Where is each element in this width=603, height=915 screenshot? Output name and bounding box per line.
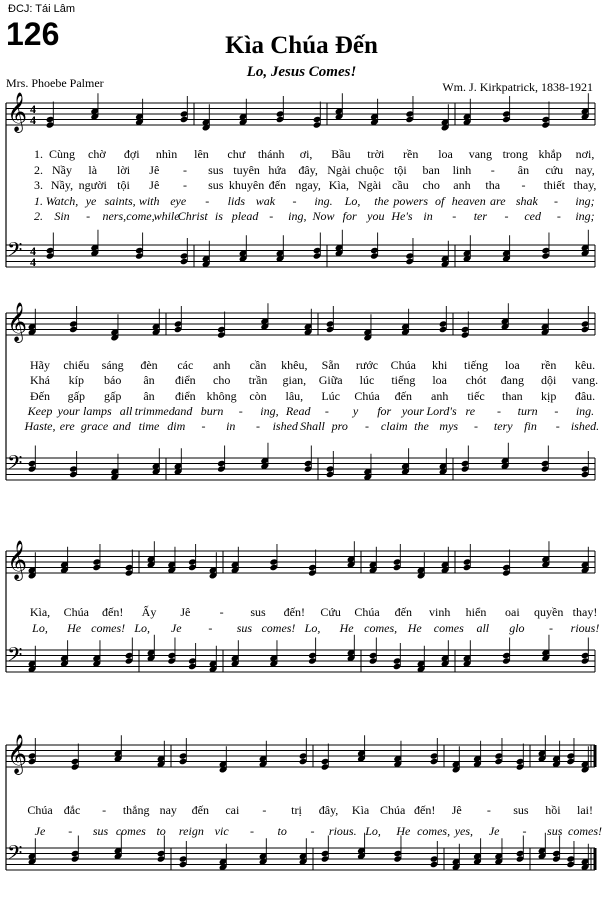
lyric-syllable: thắng [122, 803, 150, 817]
lyric-syllable: for [377, 403, 392, 418]
lyric-syllable: Je [34, 824, 46, 838]
lyric-syllable: gian, [282, 373, 307, 388]
lyric-syllable: Hãy [30, 358, 50, 372]
lyric-syllable: hiển [465, 605, 487, 619]
lyric-syllable: eye [170, 193, 187, 208]
lyric-syllable: đợi [123, 147, 140, 161]
lyric-syllable: wak [255, 193, 276, 208]
lyric-syllable: - [102, 803, 107, 817]
lyric-syllable: thánh [257, 147, 285, 161]
lyric-syllable: vang. [571, 373, 599, 388]
lyric-syllable: chiếu [63, 358, 90, 372]
lyric-syllable: Keep [27, 403, 53, 418]
lyric-syllable: He [339, 621, 354, 635]
system-bracket [0, 313, 603, 488]
lyric-syllable: Khá [30, 373, 50, 388]
lyric-syllable: ân [517, 162, 530, 177]
lyric-syllable: - [486, 803, 491, 817]
time-signature: 4 [30, 255, 36, 269]
lyric-syllable: - [555, 419, 560, 434]
lyric-syllable: chót [465, 373, 487, 388]
lyric-syllable: tiếc [467, 388, 485, 403]
lyric-syllable: thay, [573, 178, 597, 192]
lyric-syllable: yes, [454, 824, 474, 838]
lyric-syllable: with [138, 193, 160, 208]
lyric-syllable: trị [291, 803, 302, 817]
lyric-syllable: vinh [428, 605, 451, 619]
lyric-syllable: Lúc [321, 388, 340, 403]
lyric-syllable: đến [394, 605, 412, 619]
lyric-syllable: khi [431, 358, 448, 372]
lyric-syllable: plead [231, 209, 259, 223]
lyric-syllable: is [214, 209, 223, 223]
hymn-subtitle: Lo, Jesus Comes! [246, 64, 357, 80]
lyric-syllable: y [352, 403, 359, 418]
treble-clef-icon: 𝄞 [7, 92, 28, 132]
lyric-syllable: comes! [568, 824, 602, 838]
lyric-syllable: ing, [288, 209, 307, 223]
lyric-syllable: - [504, 209, 509, 223]
lyric-syllable: Lo, [344, 193, 361, 208]
lyric-syllable: Haste, [24, 419, 56, 434]
time-signature: 4 [30, 102, 36, 116]
lyric-syllable: điển [174, 388, 196, 403]
lyric-syllable: in [226, 419, 236, 434]
verse-number: 3. [34, 178, 43, 192]
lyric-syllable: sus [250, 605, 266, 619]
lyric-syllable: the [414, 419, 429, 434]
lyric-syllable: Christ [177, 209, 208, 223]
lyric-syllable: dội [540, 373, 557, 388]
lyric-syllable: đây, [298, 162, 318, 177]
lyric-syllable: hứa [268, 162, 287, 177]
lyric-syllable: - [548, 621, 553, 635]
lyric-syllable: to [156, 824, 166, 838]
lyric-syllable: all [119, 403, 133, 418]
lyric-syllable: Lo, [365, 824, 381, 838]
lyric-syllable: Shall [300, 419, 325, 434]
lyric-syllable: đây, [318, 803, 339, 817]
lyric-syllable: Read [285, 403, 311, 418]
lyric-syllable: trimmed [134, 403, 175, 418]
lyric-syllable: He [67, 621, 82, 635]
lyric-syllable: chư [227, 147, 246, 161]
system-bracket [0, 745, 603, 878]
lyric-syllable: ere [59, 419, 75, 434]
lyric-syllable: nay [159, 803, 177, 817]
lyric-syllable: kíp [68, 373, 84, 388]
lyric-syllable: rền [540, 358, 557, 372]
lyric-syllable: Watch, [45, 193, 79, 208]
lyric-syllable: ished. [570, 419, 600, 434]
lyric-syllable: and [112, 419, 131, 434]
lyric-syllable: lamps [83, 403, 112, 418]
lyric-syllable: Kìa [351, 803, 370, 817]
lyric-syllable: đắc [63, 803, 81, 817]
verse-number: 1. [34, 147, 43, 161]
lyric-syllable: comes, [364, 621, 398, 635]
lyric-syllable: đến [268, 178, 287, 192]
lyric-syllable: grace [80, 419, 109, 434]
treble-clef-icon: 𝄞 [7, 302, 28, 342]
lyric-syllable: tery [493, 419, 513, 434]
lyric-syllable: - [68, 824, 73, 838]
lyric-syllable: Bầu [331, 147, 351, 161]
lyric-syllable: Lord's [426, 403, 457, 418]
lyric-syllable: Chúa [27, 803, 53, 817]
lyric-syllable: Ngài [357, 178, 382, 192]
lyric-syllable: Ngài [327, 162, 351, 177]
lyric-syllable: - [496, 403, 501, 418]
lyric-syllable: sus [92, 824, 109, 838]
lyric-syllable: vang [468, 147, 493, 161]
lyric-syllable: đến! [414, 803, 436, 817]
lyric-syllable: mys [439, 419, 459, 434]
lyric-syllable: nay, [575, 162, 595, 177]
lyric-syllable: các [177, 358, 194, 372]
lyric-syllable: comes, [417, 824, 451, 838]
lyric-syllable: fin [524, 419, 537, 434]
lyric-syllable: - [452, 209, 457, 223]
lyric-syllable: loa [438, 147, 453, 161]
lyric-syllable: anh [430, 388, 449, 403]
lyric-syllable: chờ [88, 147, 106, 161]
lyric-syllable: to [277, 824, 287, 838]
lyric-syllable: - [556, 209, 561, 223]
lyric-syllable: Giữa [318, 373, 343, 388]
lyric-syllable: while [153, 209, 180, 223]
lyric-syllable: than [501, 388, 523, 403]
lyric-syllable: all [476, 621, 490, 635]
lyric-syllable: - [553, 193, 558, 208]
lyric-syllable: khắp [538, 147, 562, 161]
lyric-syllable: sus [208, 178, 224, 192]
hymn-number: 126 [6, 16, 60, 52]
lyric-syllable: - [310, 824, 315, 838]
lyric-syllable: Ấy [141, 605, 157, 619]
lyric-syllable: cho [212, 373, 231, 388]
lyric-syllable: nơi, [575, 147, 595, 161]
lyric-syllable: He's [391, 209, 413, 223]
lyric-syllable: - [183, 162, 188, 177]
lyric-syllable: sáng [101, 358, 124, 372]
lyric-syllable: người [78, 178, 107, 192]
lyric-syllable: ân [143, 388, 155, 403]
lyric-syllable: ter [473, 209, 488, 223]
lyric-syllable: Lo, [32, 621, 48, 635]
lyric-syllable: for [342, 209, 357, 223]
lyric-syllable: - [262, 803, 267, 817]
lyric-syllable: Chúa [379, 803, 406, 817]
lyric-syllable: rious. [328, 824, 357, 838]
lyric-syllable: Kìa, [29, 605, 51, 619]
lyricist-credit: Mrs. Phoebe Palmer [6, 76, 104, 90]
treble-clef-icon: 𝄞 [7, 734, 28, 774]
lyric-syllable: ing; [575, 193, 595, 208]
lyric-syllable: re [465, 403, 476, 418]
lyric-syllable: ân [143, 373, 155, 388]
lyric-syllable: cần [249, 358, 267, 372]
lyric-syllable: - [522, 824, 527, 838]
lyric-syllable: ished [272, 419, 298, 434]
lyric-syllable: anh [212, 358, 231, 372]
lyric-syllable: sus [208, 162, 224, 177]
lyric-syllable: Jê [451, 803, 462, 817]
lyric-syllable: tiếng [464, 358, 488, 372]
lyric-syllable: you [367, 209, 385, 223]
lyric-syllable: ơi, [299, 147, 313, 161]
translator-credit: ĐCJ: Tái Lâm [8, 3, 76, 15]
time-signature: 4 [30, 244, 36, 258]
lyric-syllable: đến! [283, 605, 305, 619]
lyric-syllable: Now [312, 209, 335, 223]
lyric-syllable: - [269, 209, 274, 223]
system-bracket [0, 103, 603, 275]
lyric-syllable: shak [515, 193, 538, 208]
lyric-syllable: lids [227, 193, 245, 208]
lyric-syllable: lời [117, 162, 131, 177]
lyric-syllable: your [57, 403, 80, 418]
lyric-syllable: đâu. [574, 388, 596, 403]
bass-clef-icon: 𝄢 [7, 238, 23, 266]
lyric-syllable: ing; [575, 209, 595, 223]
lyric-syllable: lên [194, 147, 209, 161]
lyric-syllable: chuộc [355, 162, 384, 177]
lyric-syllable: Jê [149, 162, 160, 177]
lyric-syllable: - [490, 162, 495, 177]
lyric-syllable: cho [422, 178, 440, 192]
lyric-syllable: cứu [545, 162, 564, 177]
lyric-syllable: claim [380, 419, 408, 434]
lyric-syllable: loa [504, 358, 520, 372]
hymn-title: Kìa Chúa Đến [225, 32, 378, 59]
lyric-syllable: trời [367, 147, 385, 161]
treble-clef-icon: 𝄞 [7, 540, 28, 580]
lyric-syllable: - [292, 193, 297, 208]
lyric-syllable: lâu, [285, 388, 304, 403]
lyric-syllable: ners, [102, 209, 127, 223]
lyric-syllable: nhìn [155, 147, 178, 161]
lyric-syllable: ing. [575, 403, 595, 418]
lyric-syllable: - [205, 193, 210, 208]
bass-clef-icon: 𝄢 [7, 451, 23, 479]
lyric-syllable: comes [115, 824, 146, 838]
lyric-syllable: Đến [30, 388, 50, 403]
system-bracket [0, 551, 603, 680]
composer-credit: Wm. J. Kirkpatrick, 1838-1921 [442, 80, 593, 94]
lyric-syllable: cầu [392, 178, 409, 192]
bass-clef-icon: 𝄢 [7, 841, 23, 869]
lyric-syllable: Chúa [63, 605, 89, 619]
lyric-syllable: Lo, [134, 621, 151, 635]
lyric-syllable: reign [178, 824, 204, 838]
lyric-syllable: tha [485, 178, 501, 192]
lyric-syllable: come, [126, 209, 155, 223]
lyric-syllable: Cùng [48, 147, 76, 161]
lyric-syllable: đến [394, 388, 412, 403]
lyric-syllable: tiếng [391, 373, 416, 388]
lyric-syllable: đến! [101, 605, 124, 619]
lyric-syllable: Chúa [354, 388, 380, 403]
lyric-syllable: heaven [451, 193, 486, 208]
lyric-syllable: rious! [570, 621, 600, 635]
lyric-syllable: sus [236, 621, 253, 635]
lyric-syllable: in [423, 209, 433, 223]
lyric-syllable: Je [488, 824, 500, 838]
lyric-syllable: - [256, 419, 260, 434]
lyric-syllable: kêu. [574, 358, 596, 372]
lyric-syllable: tuyên [233, 162, 260, 177]
lyric-syllable: Nầy, [50, 178, 74, 192]
lyric-syllable: ngay, [295, 178, 321, 192]
lyric-syllable: Chúa [390, 358, 416, 372]
lyric-syllable: thiết [543, 178, 565, 192]
lyric-syllable: gấp [67, 388, 85, 403]
lyric-syllable: comes! [91, 621, 126, 635]
lyric-syllable: turn [517, 403, 538, 418]
lyric-syllable: báo [103, 373, 122, 388]
lyric-syllable: rền [402, 147, 419, 161]
lyric-syllable: thay! [572, 605, 598, 619]
lyric-syllable: sus [513, 803, 529, 817]
lyric-syllable: lúc [359, 373, 375, 388]
lyric-syllable: tội [394, 162, 407, 177]
lyric-syllable: còn [249, 388, 267, 403]
lyric-syllable: - [201, 419, 206, 434]
lyric-syllable: ced [524, 209, 542, 223]
lyric-syllable: Jê [149, 178, 160, 192]
lyric-syllable: time [138, 419, 160, 434]
lyric-syllable: - [208, 621, 213, 635]
lyric-syllable: khuyên [228, 178, 265, 192]
lyric-syllable: - [219, 605, 224, 619]
lyric-syllable: sus [547, 824, 563, 838]
bass-clef-icon: 𝄢 [7, 643, 23, 671]
verse-number: 2. [34, 162, 43, 177]
verse-number: 2. [34, 209, 43, 223]
lyric-syllable: He [407, 621, 422, 635]
lyric-syllable: hồi [545, 803, 561, 817]
lyric-syllable: - [474, 419, 478, 434]
lyric-syllable: Chúa [354, 605, 380, 619]
lyric-syllable: Lo, [304, 621, 321, 635]
lyric-syllable: and [174, 403, 193, 418]
lyric-syllable: Sin [54, 209, 70, 223]
lyric-syllable: oai [504, 605, 520, 619]
lyric-syllable: linh [452, 162, 472, 177]
lyric-syllable: your [401, 403, 424, 418]
lyric-syllable: loa [432, 373, 447, 388]
lyric-syllable: đang [500, 373, 524, 388]
lyric-syllable: trần [248, 373, 268, 388]
lyric-syllable: điển [174, 373, 196, 388]
lyric-syllable: He [396, 824, 411, 838]
lyric-syllable: cai [225, 803, 240, 817]
lyric-syllable: Kìa, [328, 178, 350, 192]
lyric-syllable: ing. [314, 193, 333, 208]
lyric-syllable: trong [502, 147, 528, 161]
lyric-syllable: tội [117, 178, 130, 192]
lyric-syllable: - [86, 209, 91, 223]
lyric-syllable: gấp [103, 388, 122, 403]
lyric-syllable: lai! [577, 803, 593, 817]
verse-number: 1. [34, 193, 43, 208]
lyric-syllable: ban [422, 162, 440, 177]
lyric-syllable: đến [191, 803, 209, 817]
lyric-syllable: anh [453, 178, 471, 192]
lyric-syllable: pro [331, 419, 348, 434]
lyric-syllable: - [554, 403, 559, 418]
time-signature: 4 [30, 113, 36, 127]
lyric-syllable: - [365, 419, 369, 434]
lyric-syllable: ing, [260, 403, 279, 418]
lyric-syllable: rước [355, 358, 379, 372]
lyric-syllable: quyền [533, 605, 564, 619]
lyric-syllable: - [238, 403, 243, 418]
lyric-syllable: comes! [261, 621, 296, 635]
lyric-syllable: vic [214, 824, 229, 838]
lyric-syllable: kịp [540, 388, 557, 403]
lyric-syllable: are [490, 193, 506, 208]
lyric-syllable: saints, [104, 193, 136, 208]
lyric-syllable: ye [85, 193, 97, 208]
lyric-syllable: Je [170, 621, 182, 635]
lyric-syllable: powers [393, 193, 428, 208]
lyric-syllable: Cứu [320, 605, 341, 619]
lyric-syllable: là [88, 162, 98, 177]
lyric-syllable: the [374, 193, 389, 208]
lyric-syllable: không [206, 388, 237, 403]
lyric-syllable: Sẵn [321, 358, 340, 372]
lyric-syllable: glo [509, 621, 525, 635]
lyric-syllable: comes [433, 621, 464, 635]
lyric-syllable: - [249, 824, 254, 838]
lyric-syllable: - [521, 178, 526, 192]
lyric-syllable: burn [200, 403, 224, 418]
lyric-syllable: khêu, [281, 358, 308, 372]
lyric-syllable: Jê [180, 605, 191, 619]
lyric-syllable: đèn [140, 358, 158, 372]
lyric-syllable: - [183, 178, 188, 192]
lyric-syllable: Nầy [52, 162, 72, 177]
lyric-syllable: - [324, 403, 329, 418]
lyric-syllable: of [435, 193, 445, 208]
lyric-syllable: dim [167, 419, 186, 434]
